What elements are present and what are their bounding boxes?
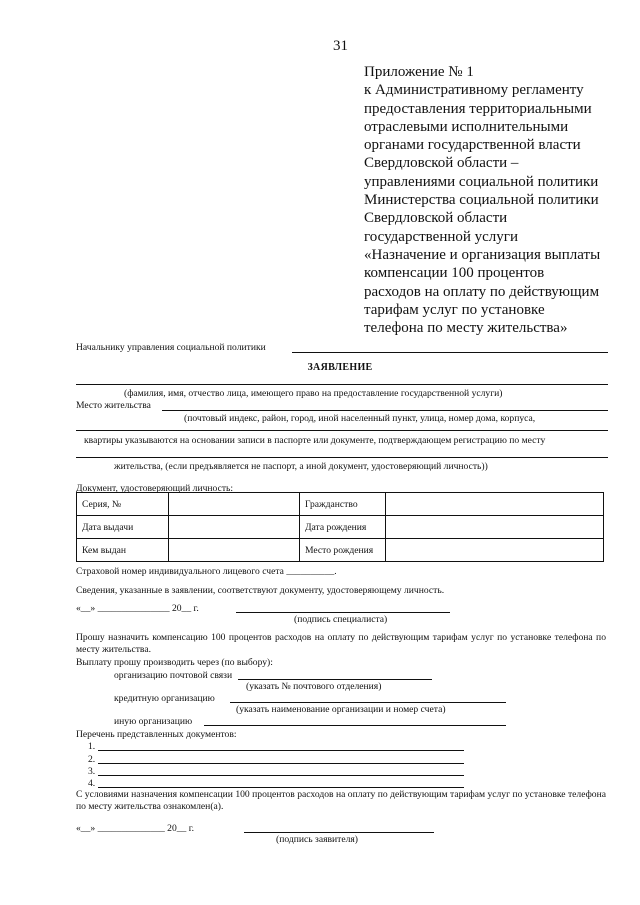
- appendix-line: тарифам услуг по установке: [364, 301, 545, 318]
- date-line-applicant: «__» ______________ 20__ г.: [76, 823, 194, 834]
- docs-item-number: 1.: [88, 741, 96, 752]
- residence-field-3[interactable]: [76, 457, 608, 458]
- docs-item-number: 2.: [88, 754, 96, 765]
- id-doc-table: [76, 492, 604, 562]
- table-label-cell: Дата рождения: [300, 516, 386, 539]
- payment-label: Выплату прошу производить через (по выбору):: [76, 657, 273, 668]
- request-text: Прошу назначить компенсацию 100 процентов расходов на оплату по действующим тарифам услуг по установке телефона по месту жительства.: [76, 632, 606, 655]
- appendix-line: Министерства социальной политики: [364, 192, 599, 209]
- specialist-signature-field[interactable]: [236, 612, 450, 613]
- applicant-signature-field[interactable]: [244, 832, 434, 833]
- docs-item-field[interactable]: [98, 775, 464, 776]
- table-input-cell[interactable]: [169, 493, 300, 516]
- appendix-line: компенсации 100 процентов: [364, 265, 545, 282]
- table-row: [77, 516, 604, 539]
- residence-hint-3: жительства, (если предъявляется не паспорт, а иной документ, удостоверяющий личность)): [114, 461, 488, 472]
- table-label-cell: Дата выдачи: [77, 516, 169, 539]
- appendix-line: Свердловской области –: [364, 155, 519, 172]
- verify-text: Сведения, указанные в заявлении, соответствуют документу, удостоверяющему личность.: [76, 585, 445, 596]
- page-number: 31: [333, 38, 348, 54]
- appendix-line: Свердловской области: [364, 210, 508, 227]
- residence-field[interactable]: [162, 410, 608, 411]
- residence-hint-2: квартиры указываются на основании записи в паспорте или документе, подтверждающем регистрацию по месту: [84, 435, 546, 446]
- table-row: [77, 493, 604, 516]
- addressee-label: Начальнику управления социальной политики: [76, 342, 266, 353]
- residence-hint: (почтовый индекс, район, город, иной населенный пункт, улица, номер дома, корпуса,: [184, 413, 536, 424]
- signature-applicant-hint: (подпись заявителя): [276, 834, 359, 845]
- credit-hint: (указать наименование организации и номер счета): [236, 704, 446, 715]
- fio-field[interactable]: [76, 384, 608, 385]
- docs-label: Перечень представленных документов:: [76, 729, 237, 740]
- docs-item-field[interactable]: [98, 787, 464, 788]
- docs-item-field[interactable]: [98, 763, 464, 764]
- docs-item-number: 4.: [88, 778, 96, 789]
- appendix-line: Приложение № 1: [364, 64, 474, 80]
- post-label: организацию почтовой связи: [114, 670, 233, 681]
- credit-field[interactable]: [230, 702, 506, 703]
- table-label-cell: Гражданство: [300, 493, 386, 516]
- other-field[interactable]: [204, 725, 506, 726]
- conditions-text: С условиями назначения компенсации 100 процентов расходов на оплату по действующим тарифам услуг по установке телефона по месту жительства ознакомлен(а).: [76, 789, 606, 812]
- table-label-cell: Кем выдан: [77, 539, 169, 562]
- appendix-line: предоставления территориальными: [364, 100, 592, 117]
- table-row: [77, 539, 604, 562]
- residence-field-2[interactable]: [76, 430, 608, 431]
- appendix-line: государственной услуги: [364, 228, 518, 245]
- post-hint: (указать № почтового отделения): [246, 681, 382, 692]
- other-label: иную организацию: [114, 716, 193, 727]
- date-line-specialist: «__» _______________ 20__ г.: [76, 603, 199, 614]
- table-input-cell[interactable]: [169, 539, 300, 562]
- residence-label: Место жительства: [76, 400, 151, 411]
- appendix-line: телефона по месту жительства»: [364, 320, 568, 337]
- appendix-header: [364, 63, 600, 337]
- form-title: ЗАЯВЛЕНИЕ: [307, 362, 373, 373]
- appendix-line: к Административному регламенту: [364, 82, 584, 99]
- table-input-cell[interactable]: [386, 493, 604, 516]
- snils-line: Страховой номер индивидуального лицевого счета __________.: [76, 566, 337, 577]
- post-field[interactable]: [238, 679, 432, 680]
- credit-label: кредитную организацию: [114, 693, 215, 704]
- addressee-field[interactable]: [292, 352, 608, 353]
- appendix-line: «Назначение и организация выплаты: [364, 246, 601, 263]
- signature-specialist-hint: (подпись специалиста): [294, 614, 388, 625]
- appendix-line: отраслевыми исполнительными: [364, 118, 569, 135]
- table-input-cell[interactable]: [169, 516, 300, 539]
- docs-item-number: 3.: [88, 766, 96, 777]
- appendix-line: расходов на оплату по действующим: [364, 283, 600, 300]
- id-doc-label: Документ, удостоверяющий личность:: [76, 483, 234, 494]
- table-input-cell[interactable]: [386, 539, 604, 562]
- docs-item-field[interactable]: [98, 750, 464, 751]
- fio-hint: (фамилия, имя, отчество лица, имеющего право на предоставление государственной услуги): [124, 388, 503, 399]
- table-label-cell: Серия, №: [77, 493, 169, 516]
- appendix-line: управлениями социальной политики: [364, 173, 599, 190]
- appendix-line: органами государственной власти: [364, 137, 581, 154]
- table-input-cell[interactable]: [386, 516, 604, 539]
- table-label-cell: Место рождения: [300, 539, 386, 562]
